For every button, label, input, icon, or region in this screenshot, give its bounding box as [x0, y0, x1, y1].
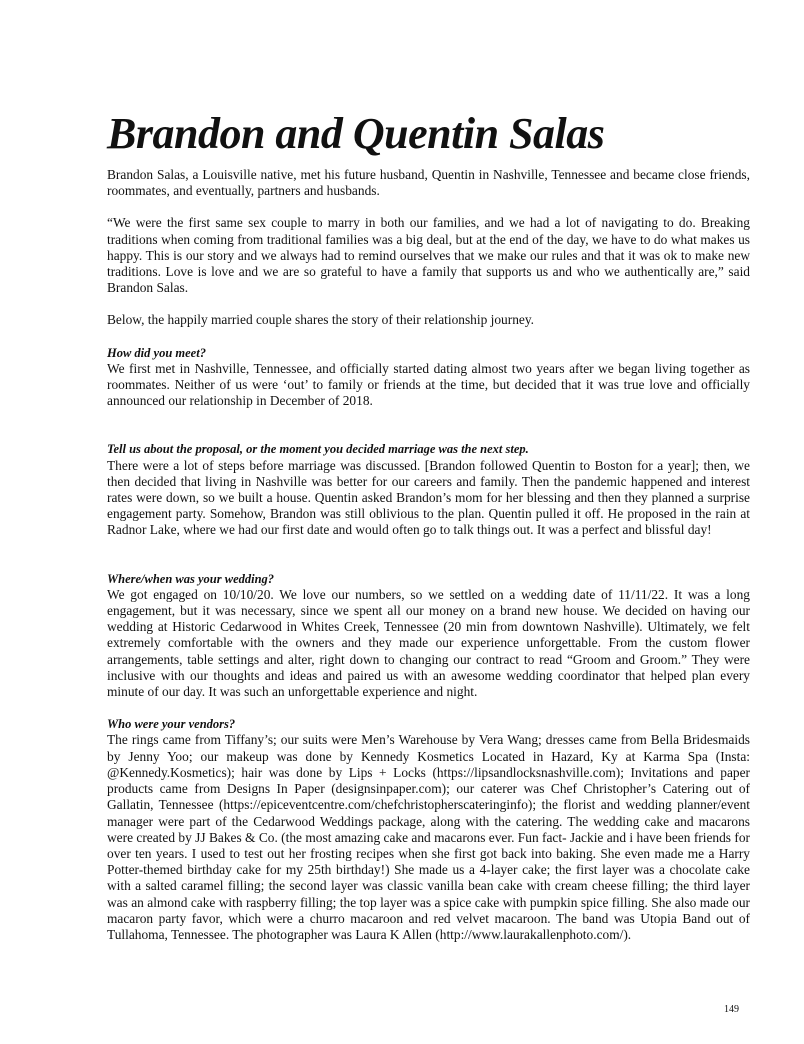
intro-paragraph: Brandon Salas, a Louisville native, met his future husband, Quentin in Nashville, Tennessee and became close friends, roommates, and eventually, partners and husbands. — [107, 167, 750, 199]
lead-paragraph: Below, the happily married couple shares the story of their relationship journey. — [107, 312, 535, 328]
answer-paragraph: We first met in Nashville, Tennessee, and officially started dating almost two years after we began living together as roommates. Neither of us were ‘out’ to family or friends at the time, but decided that it was true love and officially announced our relationship in December of 2018. — [107, 360, 750, 409]
spacer — [107, 296, 750, 312]
spacer — [107, 199, 750, 215]
spacer — [107, 409, 750, 441]
question-heading: Who were your vendors? — [107, 717, 236, 732]
quote-paragraph: “We were the first same sex couple to marry in both our families, and we had a lot of navigating to do. Breaking traditions when coming from traditional families was a big deal, but at the end of the day, we have to do what makes us happy. This is our story and we always had to remind ourselves that we make our rules and that it was ok to make new traditions. Love is love and we are so grateful to have a family that supports us and who we authentically are,” said Brandon Salas. — [107, 215, 750, 296]
spacer — [107, 700, 750, 716]
question-heading: How did you meet? — [107, 345, 206, 360]
question-heading: Tell us about the proposal, or the moment you decided marriage was the next step. — [107, 442, 529, 457]
page-number: 149 — [724, 1004, 739, 1015]
answer-paragraph: We got engaged on 10/10/20. We love our numbers, so we settled on a wedding date of 11/11/22. It was a long engagement, but it was necessary, since we spent all our money on a brand new house. We decided on having our wedding at Historic Cedarwood in Whites Creek, Tennessee (20 min from downtown Nashville). Ultimately, we felt extremely comfortable with the owners and they made our experience unforgettable. From the custom flower arrangements, table settings and alter, right down to changing our contract to read “Groom and Groom.” They were inclusive with our thoughts and ideas and paired us with an awesome wedding coordinator that helped plan every minute of our day. It was such an unforgettable experience and night. — [107, 586, 750, 700]
question-heading: Where/when was your wedding? — [107, 571, 275, 586]
article — [107, 108, 750, 943]
answer-paragraph: The rings came from Tiffany’s; our suits were Men’s Warehouse by Vera Wang; dresses came from Bella Bridesmaids by Jenny Yoo; our makeup was done by Kennedy Kosmetics Located in Hazard, Ky at Karma Spa (Insta: @Kennedy.Kosmetics); hair was done by Lips + Locks (https://lipsandlocksnashville.com); Invitations and paper products came from Designs In Paper (designsinpaper.com); our caterer was Chef Christopher’s Catering out of Gallatin, Tennessee (https://epiceventcentre.com/chefchristopherscateringinfo); the florist and wedding planner/event manager were part of the Cedarwood Weddings package, along with the catering. The wedding cake and macarons were created by JJ Bakes & Co. (the most amazing cake and macarons ever. Fun fact- Jackie and i have been friends for over ten years. I used to test out her frosting recipes when she first got back into baking. She even made me a Harry Potter-themed birthday cake for my 25th birthday!) She made us a 4-layer cake; the first layer was a chocolate cake with a salted caramel filling; the second layer was classic vanilla bean cake with cream cheese filling; the third layer was an almond cake with raspberry filling; the top layer was a spice cake with pumpkin spice filling. She also made our macaron party favor, which were a churro macaroon and red velvet macaroon. The band was Utopia Band out of Tullahoma, Tennessee. The photographer was Laura K Allen (http://www.laurakallenphoto.com/). — [107, 732, 750, 942]
spacer — [107, 539, 750, 571]
spacer — [107, 329, 750, 345]
answer-paragraph: There were a lot of steps before marriage was discussed. [Brandon followed Quentin to Boston for a year]; then, we then decided that living in Nashville was better for our careers and family. Then the pandemic happened and interest rates were down, so we built a house. Quentin asked Brandon’s mom for her blessing and then they planned a surprise engagement party. Somehow, Brandon was still oblivious to the plan. Quentin pulled it off. He proposed in the rain at Radnor Lake, where we had our first date and would often go to talk things out. It was a perfect and blissful day! — [107, 457, 750, 538]
article-title: Brandon and Quentin Salas — [107, 109, 605, 158]
